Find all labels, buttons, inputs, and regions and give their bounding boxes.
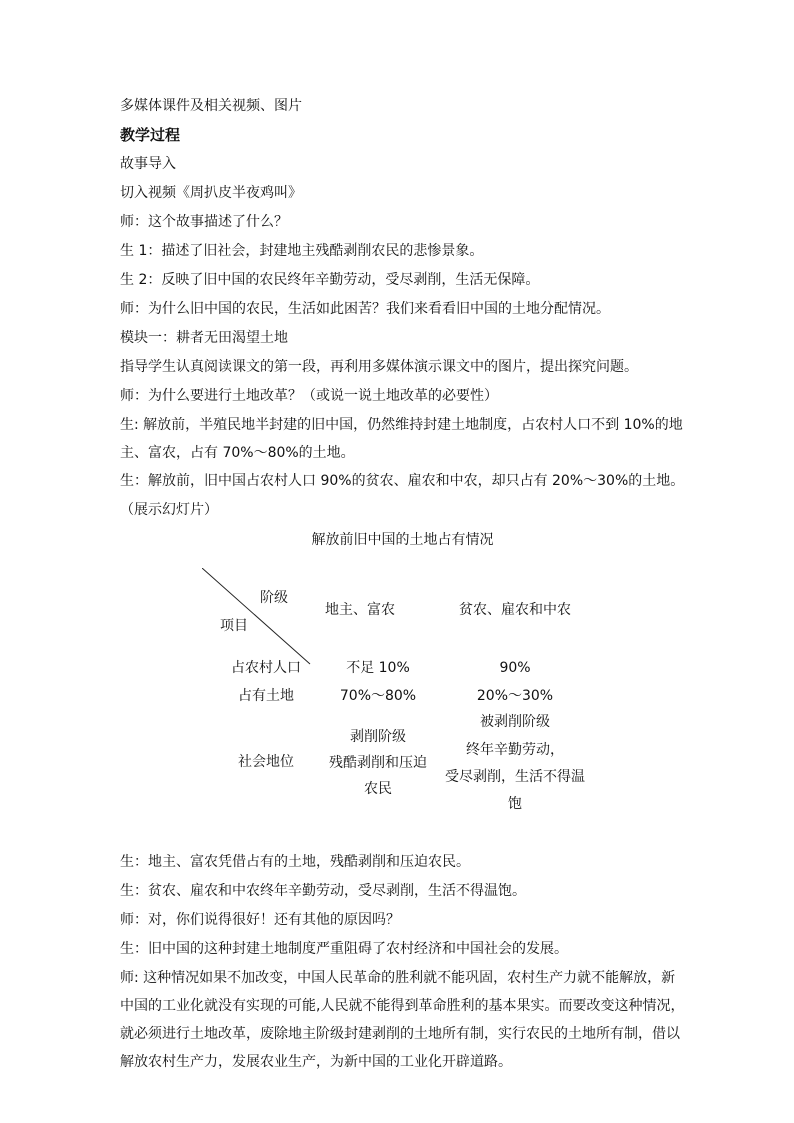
peasant-status-line-3: 受尽剥削，生活不得温 xyxy=(445,769,585,785)
student-conclusion-1: 生：地主、富农凭借占有的土地，残酷剥削和压迫农民。 xyxy=(120,854,470,870)
module-heading: 模块一：耕者无田渴望土地 xyxy=(120,330,288,346)
lead-in-line: 故事导入 xyxy=(120,156,176,172)
land-ownership-table xyxy=(120,552,685,842)
teacher-response-1: 师：对，你们说得很好！还有其他的原因吗？ xyxy=(120,912,400,928)
student-answer-1: 生 1：描述了旧社会，封建地主残酷剥削农民的悲惨景象。 xyxy=(120,243,484,259)
landlord-land: 70%～80% xyxy=(339,688,417,704)
row-label-land: 占有土地 xyxy=(238,688,294,704)
student-answer-4: 生：解放前，旧中国占农村人口 90%的贫农、雇农和中农，却只占有 20%～30%的土地。 xyxy=(120,473,685,489)
section-heading: 教学过程 xyxy=(120,126,181,144)
peasant-status-line-4: 饱 xyxy=(508,796,522,812)
student-conclusion-2: 生：贫农、雇农和中农终年辛勤劳动，受尽剥削，生活不得温饱。 xyxy=(120,883,526,899)
video-line: 切入视频《周扒皮半夜鸡叫》 xyxy=(120,185,302,201)
peasant-status-line-2: 终年辛勤劳动， xyxy=(466,742,564,758)
teacher-question-1: 师：这个故事描述了什么？ xyxy=(120,214,288,230)
corner-label-item: 项目 xyxy=(220,618,248,634)
column-header-landlord: 地主、富农 xyxy=(325,602,395,618)
header-diagonal-line xyxy=(202,568,312,668)
row-label-status: 社会地位 xyxy=(238,754,294,770)
materials-line: 多媒体课件及相关视频、图片 xyxy=(120,98,302,114)
student-answer-2: 生 2：反映了旧中国的农民终年辛勤劳动，受尽剥削，生活无保障。 xyxy=(120,272,540,288)
conclusion-section xyxy=(120,848,685,1076)
document-page xyxy=(120,92,685,1076)
teacher-question-2: 师：为什么旧中国的农民，生活如此困苦？我们来看看旧中国的土地分配情况。 xyxy=(120,301,610,317)
row-label-population: 占农村人口 xyxy=(231,660,301,676)
peasant-status-line-1: 被剥削阶级 xyxy=(480,714,550,730)
teacher-question-3: 师：为什么要进行土地改革？（或说一说土地改革的必要性） xyxy=(120,388,498,404)
table-title: 解放前旧中国的土地占有情况 xyxy=(311,532,494,548)
landlord-status-line-1: 剥削阶级 xyxy=(350,729,406,745)
landlord-status-line-2: 残酷剥削和压迫 xyxy=(329,755,427,771)
corner-label-class: 阶级 xyxy=(260,590,288,606)
peasant-land: 20%～30% xyxy=(476,688,554,704)
teacher-summary: 师: 这种情况如果不加改变，中国人民革命的胜利就不能巩固，农村生产力就不能解放，新中国的工业化就没有实现的可能,人民就不能得到革命胜利的基本果实。而要改变这种情况，就必须进行土地改革，废除地主阶级封建剥削的土地所有制，实行农民的土地所有制，借以解放农村生产力，发展农业生产，为新中国的工业化开辟道路。 xyxy=(120,970,685,1070)
student-conclusion-3: 生：旧中国的这种封建土地制度严重阻碍了农村经济和中国社会的发展。 xyxy=(120,941,568,957)
guide-line: 指导学生认真阅读课文的第一段，再利用多媒体演示课文中的图片，提出探究问题。 xyxy=(120,359,638,375)
student-answer-3: 生: 解放前，半殖民地半封建的旧中国，仍然维持封建土地制度，占农村人口不到 10%的地主、富农，占有 70%～80%的土地。 xyxy=(120,417,683,461)
landlord-status-line-3: 农民 xyxy=(364,781,392,797)
column-header-peasant: 贫农、雇农和中农 xyxy=(459,602,571,618)
slide-note: （展示幻灯片） xyxy=(120,502,218,518)
landlord-population: 不足 10% xyxy=(346,660,410,676)
peasant-population: 90% xyxy=(499,660,531,676)
